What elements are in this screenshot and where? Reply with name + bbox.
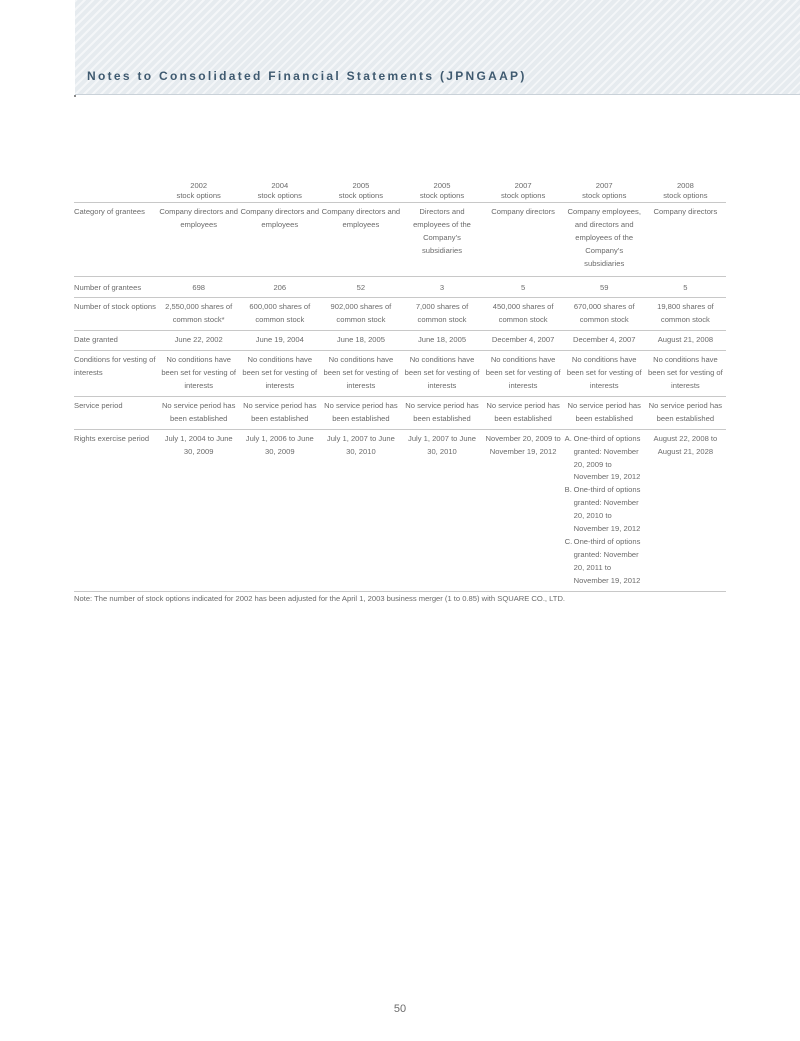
table-cell: 5: [645, 276, 726, 298]
table-cell: 19,800 shares of common stock: [645, 298, 726, 331]
table-header-row: [74, 181, 726, 203]
table-cell: 52: [320, 276, 401, 298]
column-year: 2008: [676, 181, 694, 190]
table-cell: 7,000 shares of common stock: [401, 298, 482, 331]
column-header: [320, 181, 401, 203]
table-cell: 3: [401, 276, 482, 298]
table-cell: 5: [483, 276, 564, 298]
list-marker: C.: [564, 536, 573, 546]
row-label: Category of grantees: [74, 203, 158, 277]
footnote: Note: The number of stock options indicated for 2002 has been adjusted for the April 1, 2003 business merger (1 to 0.85) with SQUARE CO., LTD.: [74, 594, 566, 603]
list-marker: B.: [564, 485, 572, 495]
page-title: Notes to Consolidated Financial Statements (JPNGAAP): [87, 69, 527, 83]
table-cell: 902,000 shares of common stock: [320, 298, 401, 331]
table-cell: June 19, 2004: [239, 331, 320, 351]
column-year: 2005: [352, 181, 370, 190]
column-header: [239, 181, 320, 203]
table-cell: No conditions have been set for vesting of interests: [483, 351, 564, 397]
table-cell: 600,000 shares of common stock: [239, 298, 320, 331]
table-row: [74, 351, 726, 397]
table-row: [74, 429, 726, 591]
table-cell: No service period has been established: [158, 396, 239, 429]
table-cell: 670,000 shares of common stock: [564, 298, 645, 331]
row-label: Number of grantees: [74, 276, 158, 298]
list-item: [565, 484, 644, 536]
table-cell: July 1, 2006 to June 30, 2009: [239, 429, 320, 591]
table-row: [74, 331, 726, 351]
table-row: [74, 396, 726, 429]
row-label: Conditions for vesting of interests: [74, 351, 158, 397]
column-header: [158, 181, 239, 203]
list-item: [565, 536, 644, 588]
list-item-text: One-third of options granted: November 20, 2010 to November 19, 2012: [573, 485, 641, 534]
table-cell: No conditions have been set for vesting of interests: [645, 351, 726, 397]
table-cell: Directors and employees of the Company’s subsidiaries: [401, 203, 482, 277]
table-cell: August 21, 2008: [645, 331, 726, 351]
table-row: [74, 298, 726, 331]
table-cell: 206: [239, 276, 320, 298]
table-cell: July 1, 2007 to June 30, 2010: [401, 429, 482, 591]
table-cell: Company employees, and directors and employees of the Company’s subsidiaries: [564, 203, 645, 277]
table-cell: No conditions have been set for vesting of interests: [401, 351, 482, 397]
column-header: [483, 181, 564, 203]
column-subtitle: stock options: [419, 191, 465, 200]
column-year: 2002: [190, 181, 208, 190]
table-cell: Company directors and employees: [239, 203, 320, 277]
column-subtitle: stock options: [176, 191, 221, 200]
table-cell: Company directors and employees: [158, 203, 239, 277]
row-label: Service period: [74, 396, 158, 429]
page-number: 50: [393, 1003, 407, 1015]
header-corner: [74, 181, 158, 203]
table-cell: No service period has been established: [320, 396, 401, 429]
table-cell: June 18, 2005: [320, 331, 401, 351]
list-item-text: One-third of options granted: November 20, 2011 to November 19, 2012: [573, 536, 641, 585]
table-cell: No service period has been established: [645, 396, 726, 429]
table-cell: July 1, 2004 to June 30, 2009: [158, 429, 239, 591]
table-cell: No service period has been established: [239, 396, 320, 429]
table-cell: December 4, 2007: [483, 331, 564, 351]
table-cell: July 1, 2007 to June 30, 2010: [320, 429, 401, 591]
table-cell: No service period has been established: [564, 396, 645, 429]
table-cell: 698: [158, 276, 239, 298]
exercise-period-list: [565, 433, 644, 588]
column-header: [645, 181, 726, 203]
column-header: [564, 181, 645, 203]
list-item-text: One-third of options granted: November 20, 2009 to November 19, 2012: [573, 433, 641, 482]
table-cell: June 18, 2005: [401, 331, 482, 351]
column-year: 2007: [514, 181, 532, 190]
row-label: Rights exercise period: [74, 429, 158, 591]
column-subtitle: stock options: [338, 191, 384, 200]
column-year: 2005: [433, 181, 451, 190]
table-cell: No service period has been established: [401, 396, 482, 429]
stock-options-table: [74, 181, 726, 592]
table-cell: December 4, 2007: [564, 331, 645, 351]
table-row: [74, 203, 726, 277]
column-subtitle: stock options: [663, 191, 708, 200]
row-label: Date granted: [74, 331, 158, 351]
table-cell: No conditions have been set for vesting of interests: [239, 351, 320, 397]
list-marker: A.: [564, 433, 572, 443]
table-cell: Company directors: [483, 203, 564, 277]
column-subtitle: stock options: [257, 191, 302, 200]
table-cell: November 20, 2009 to November 19, 2012: [483, 429, 564, 591]
column-subtitle: stock options: [500, 191, 546, 200]
table-cell: No conditions have been set for vesting of interests: [158, 351, 239, 397]
table-cell: Company directors and employees: [320, 203, 401, 277]
table-cell: No conditions have been set for vesting of interests: [320, 351, 401, 397]
table-row: [74, 276, 726, 298]
table-cell: June 22, 2002: [158, 331, 239, 351]
table-cell: August 22, 2008 to August 21, 2028: [645, 429, 726, 591]
column-header: [401, 181, 482, 203]
row-label: Number of stock options: [74, 298, 158, 331]
table-cell: 450,000 shares of common stock: [483, 298, 564, 331]
table-cell: No service period has been established: [483, 396, 564, 429]
table-cell: [564, 429, 645, 591]
column-subtitle: stock options: [582, 191, 627, 200]
column-year: 2004: [271, 181, 289, 190]
table-cell: No conditions have been set for vesting of interests: [564, 351, 645, 397]
table-cell: Company directors: [645, 203, 726, 277]
column-year: 2007: [595, 181, 613, 190]
crop-mark: [74, 95, 76, 97]
table-cell: 59: [564, 276, 645, 298]
table-cell: 2,550,000 shares of common stock*: [158, 298, 239, 331]
list-item: [565, 433, 644, 485]
